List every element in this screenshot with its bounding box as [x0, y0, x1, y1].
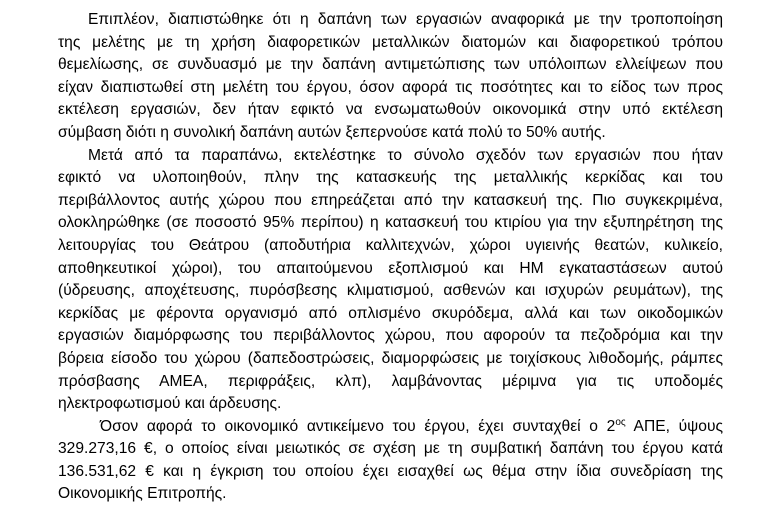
paragraph-3 [58, 416, 723, 506]
text-line: θεμελίωσης, σε συνδυασμό με την δαπάνη αντιμετώπισης των υπόλοιπων ελλείψεων που [58, 56, 723, 74]
text-fragment: ΑΠΕ, ύψους [625, 417, 723, 435]
text-line: της μελέτης με τη χρήση διαφορετικών μεταλλικών διατομών και διαφορετικού τρόπου [58, 33, 723, 51]
text-line: 136.531,62 € και η έγκριση του οποίου έχει εισαχθεί ως θέμα στην ίδια συνεδρίαση της [58, 462, 723, 480]
text-line: εκτέλεση εργασιών, δεν ήταν εφικτό να ενσωματωθούν οικονομικά στην υπό εκτέλεση [58, 101, 723, 119]
text-line: ολοκληρώθηκε (σε ποσοστό 95% περίπου) η κατασκευή του κτιρίου για την εξυπηρέτηση της [58, 214, 723, 232]
text-line: εργασιών διαμόρφωσης του περιβάλλοντος χώρου, που αφορούν τα πεζοδρόμια και την [58, 327, 723, 345]
text-line: βόρεια είσοδο του χώρου (δαπεδοστρώσεις, διαμορφώσεις με τοιχίσκους λιθοδομής, ράμπες [58, 349, 723, 367]
text-fragment: Όσον αφορά το οικονομικό αντικείμενο του έργου, έχει συνταχθεί ο 2 [100, 417, 616, 435]
text-line: ηλεκτροφωτισμού και άρδευσης. [58, 395, 282, 413]
text-line: είχαν διαπιστωθεί στη μελέτη του έργου, όσον αφορά τις ποσότητες και το είδος των προς [58, 78, 723, 96]
text-line: Οικονομικής Επιτροπής. [58, 485, 227, 503]
text-line: 329.273,16 €, ο οποίος είναι μειωτικός σε σχέση με τη συμβατική δαπάνη του έργου κατά [58, 440, 723, 458]
text-line: Επιπλέον, διαπιστώθηκε ότι η δαπάνη των εργασιών αναφορικά με την τροποποίηση [88, 11, 723, 28]
text-line: αποθηκευτικοί χώροι), του απαιτούμενου εξοπλισμού και ΗΜ εγκαταστάσεων αυτού [58, 259, 723, 277]
text-line: περιβάλλοντος αυτής χώρου που επηρεάζεται από την κατασκευή της. Πιο συγκεκριμένα, [58, 191, 723, 209]
text-line [58, 416, 723, 439]
text-line: κερκίδας με φέροντα οργανισμό από οπλισμένο σκυρόδεμα, αλλά και των οικοδομικών [58, 304, 723, 322]
superscript: ος [615, 416, 626, 428]
text-line: λειτουργίας του Θεάτρου (αποδυτήρια καλλιτεχνών, χώροι υγιεινής θεατών, κυλικείο, [58, 236, 723, 254]
text-line: Μετά από τα παραπάνω, εκτελέστηκε το σύνολο σχεδόν των εργασιών που ήταν [88, 146, 723, 164]
document-body [58, 9, 723, 506]
text-line: πρόσβασης ΑΜΕΑ, περιφράξεις, κλπ), λαμβάνοντας μέριμνα για τις υποδομές [58, 372, 723, 390]
paragraph-1 [58, 9, 723, 145]
paragraph-2 [58, 145, 723, 416]
text-line: εφικτό να υλοποιηθούν, πλην της κατασκευής της μεταλλικής κερκίδας και του [58, 169, 723, 187]
text-line: σύμβαση διότι η συνολική δαπάνη αυτών ξεπερνούσε κατά πολύ το 50% αυτής. [58, 123, 606, 141]
text-line: (ύδρευσης, αποχέτευσης, πυρόσβεσης κλιματισμού, ασθενών και ισχυρών ρευμάτων), της [58, 282, 723, 300]
